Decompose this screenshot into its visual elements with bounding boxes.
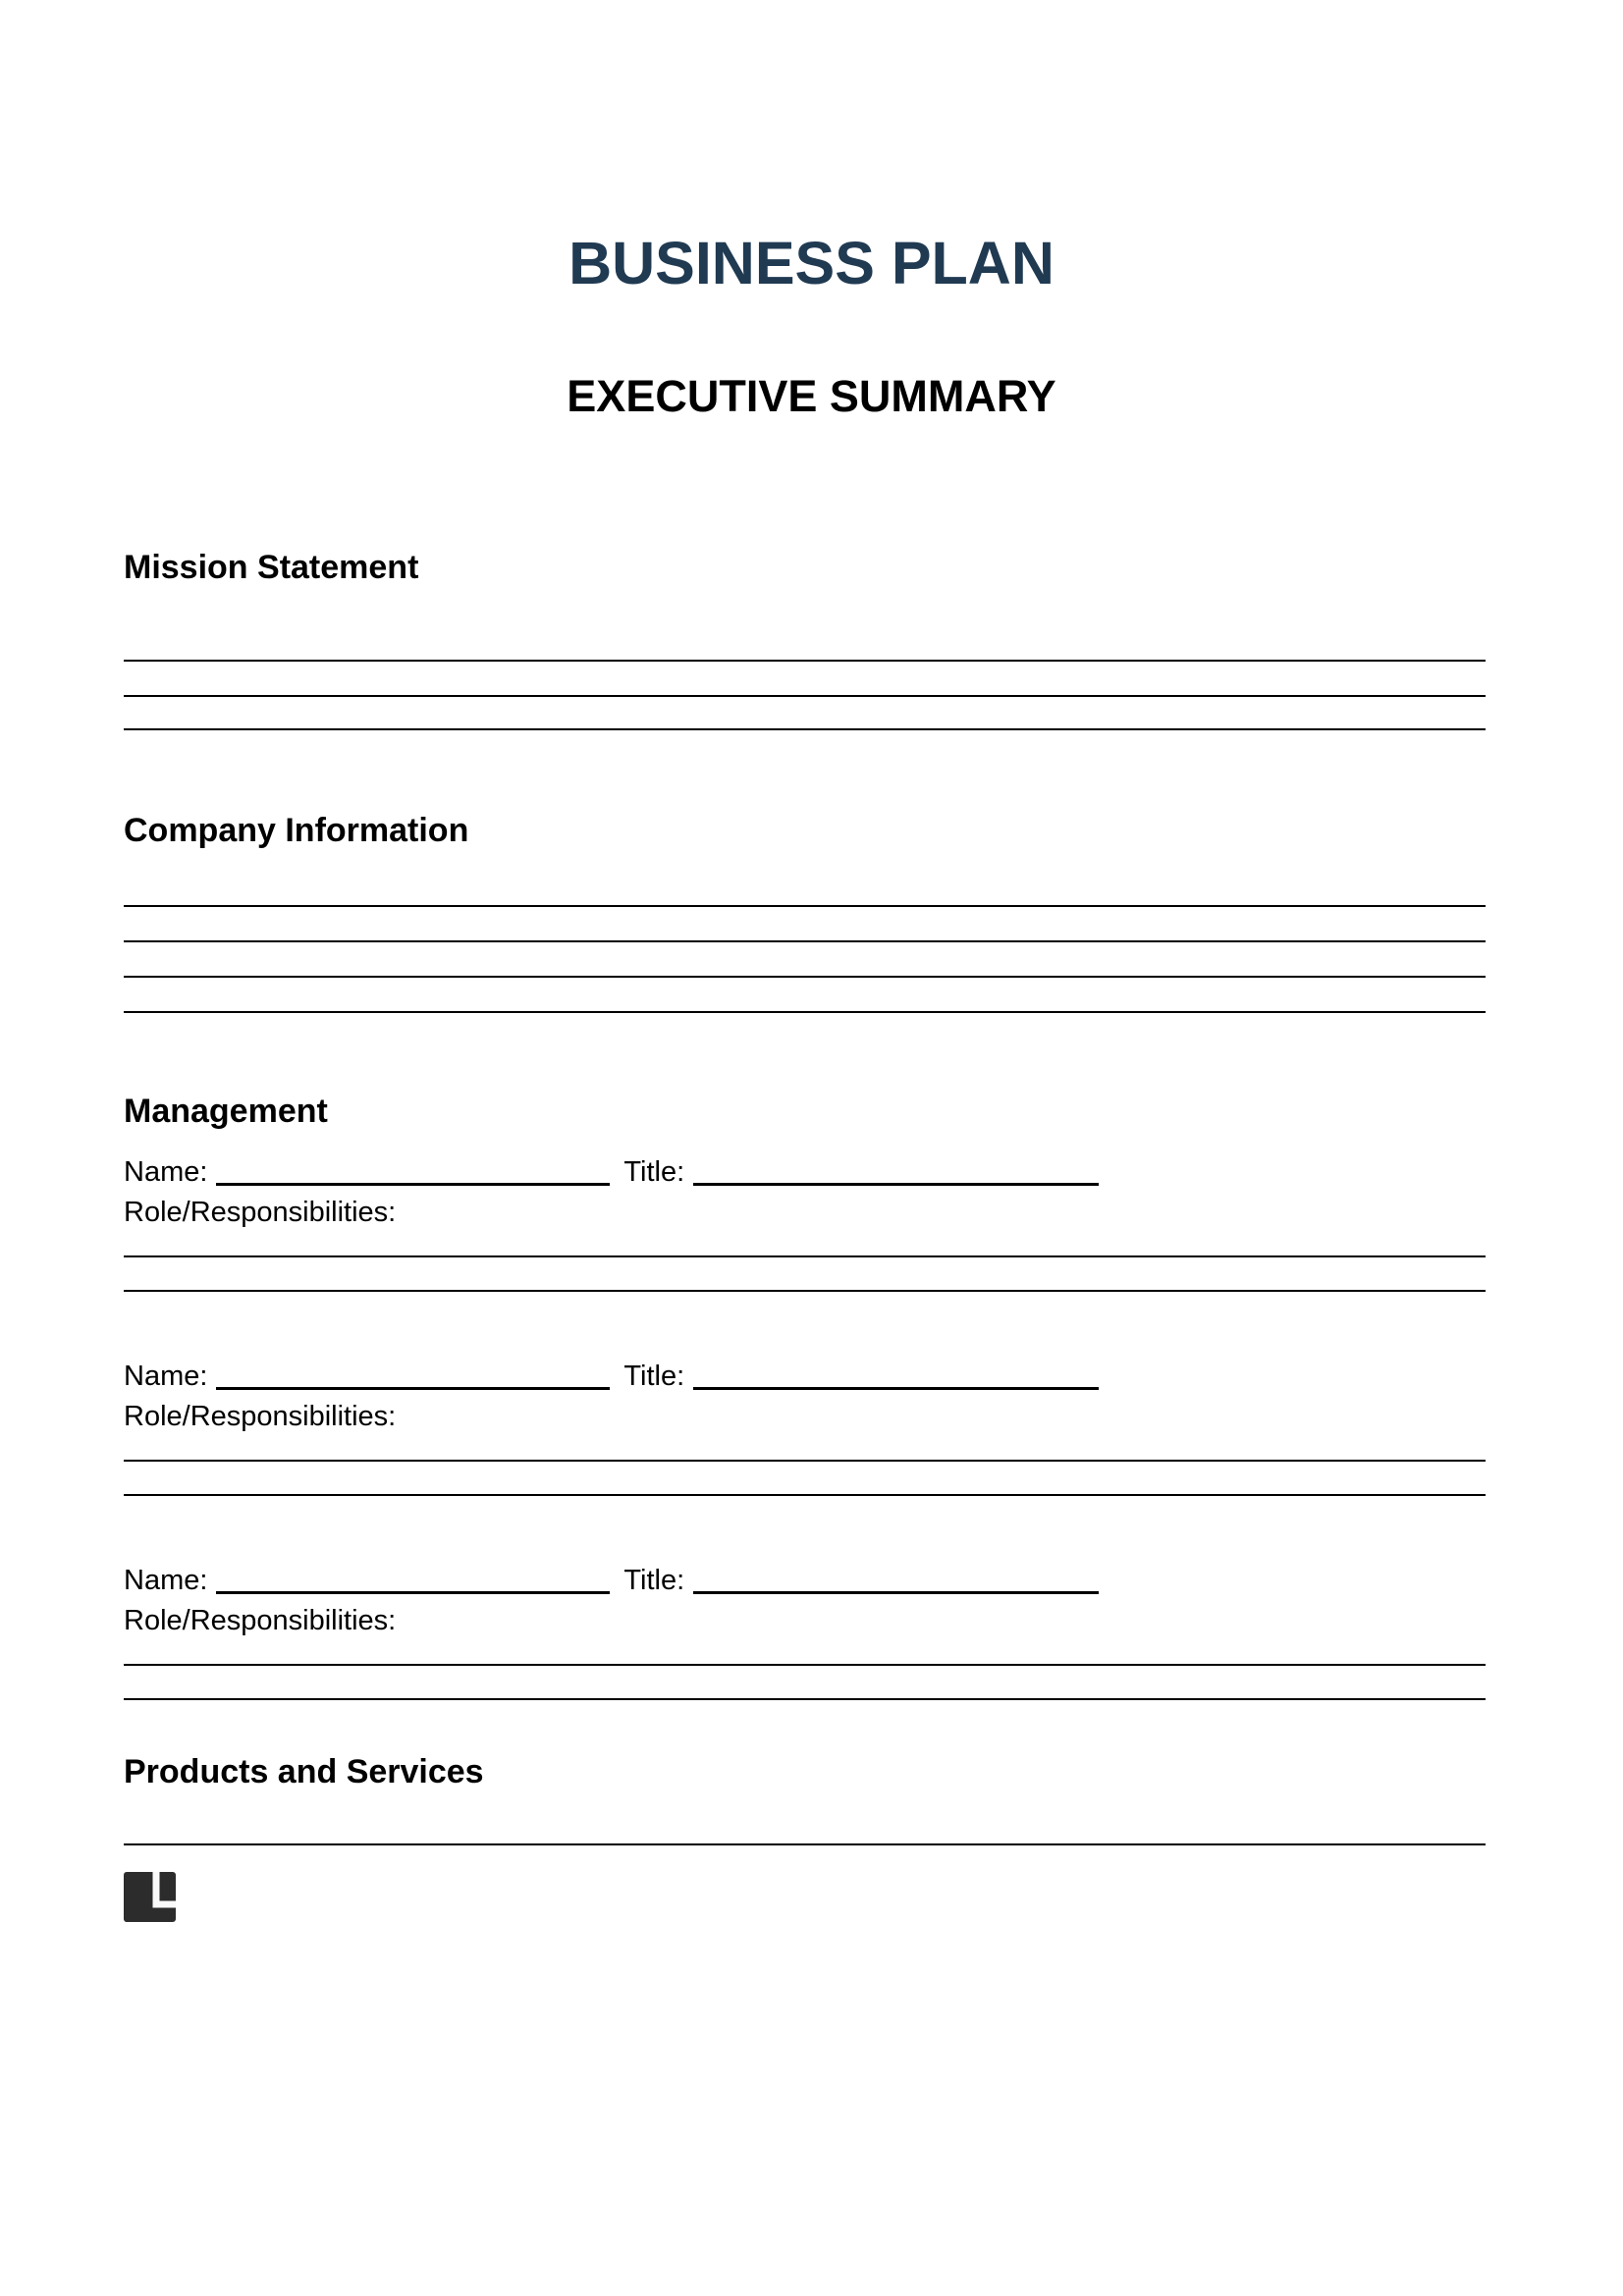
section-heading-management: Management [124,1093,328,1130]
section-heading-products-and-services: Products and Services [124,1753,484,1790]
name-label: Name: [124,1565,208,1596]
management-entry-name-row [124,1154,1099,1190]
name-blank-line [216,1583,610,1594]
title-blank-line [693,1379,1099,1390]
ruled-line [124,1460,1486,1462]
ruled-line [124,1698,1486,1700]
ruled-line [124,660,1486,662]
title-label: Title: [623,1565,685,1596]
document-title: BUSINESS PLAN [568,230,1055,296]
ruled-line [124,976,1486,978]
ruled-line [124,1664,1486,1666]
name-label: Name: [124,1156,208,1188]
management-entry-name-row [124,1563,1099,1598]
ruled-line [124,728,1486,730]
management-entry-name-row [124,1359,1099,1394]
title-blank-line [693,1175,1099,1186]
document-subtitle: EXECUTIVE SUMMARY [567,371,1056,421]
ruled-line [124,1255,1486,1257]
role-responsibilities-label: Role/Responsibilities: [124,1197,397,1228]
role-responsibilities-label: Role/Responsibilities: [124,1605,397,1636]
ruled-line [124,695,1486,697]
name-blank-line [216,1379,610,1390]
title-blank-line [693,1583,1099,1594]
name-blank-line [216,1175,610,1186]
role-responsibilities-label: Role/Responsibilities: [124,1401,397,1432]
name-label: Name: [124,1361,208,1392]
section-heading-company-information: Company Information [124,812,469,849]
ruled-line [124,1011,1486,1013]
section-heading-mission-statement: Mission Statement [124,549,419,586]
title-label: Title: [623,1361,685,1392]
ruled-line [124,1290,1486,1292]
title-label: Title: [623,1156,685,1188]
ruled-line [124,905,1486,907]
l-mark-logo-icon [124,1872,176,1922]
ruled-line [124,1843,1486,1845]
ruled-line [124,1494,1486,1496]
ruled-line [124,940,1486,942]
